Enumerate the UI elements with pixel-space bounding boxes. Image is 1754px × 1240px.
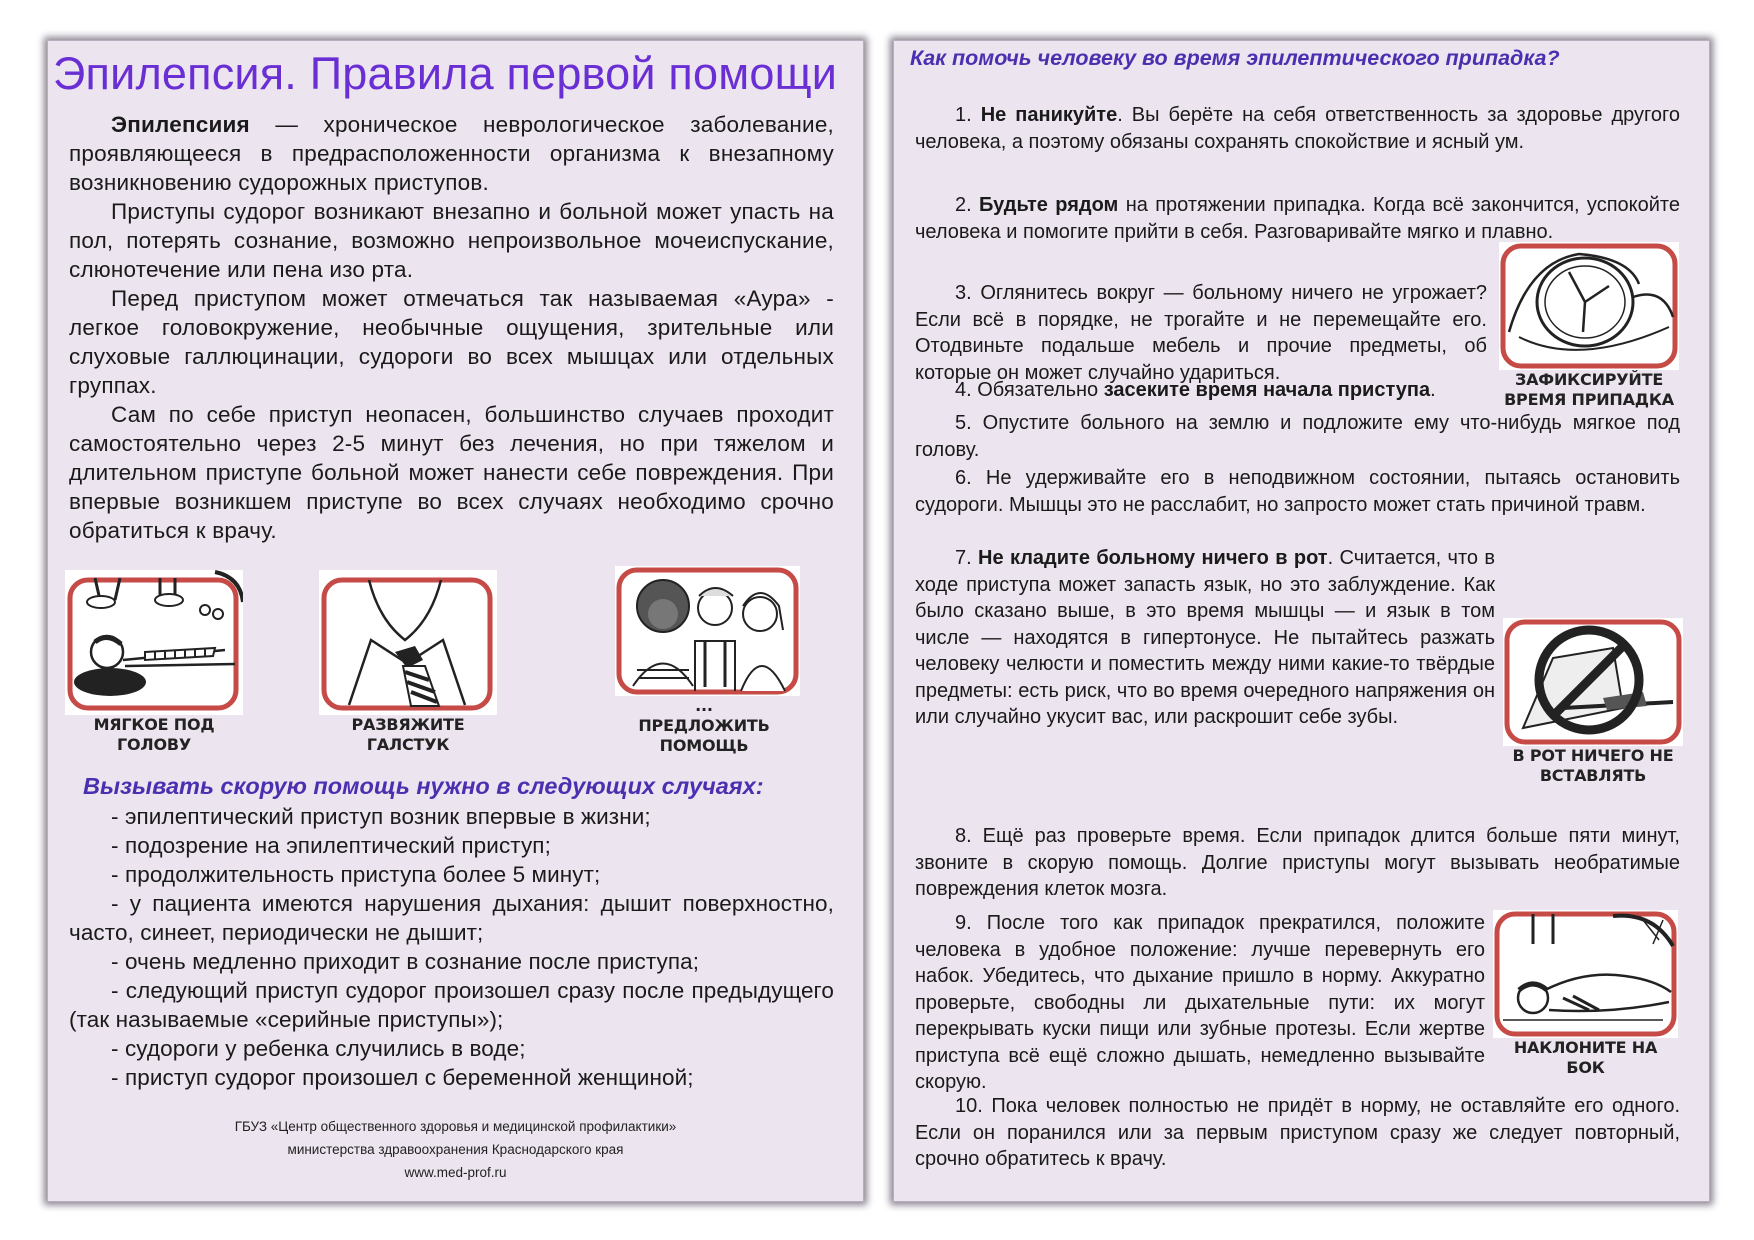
step-emphasis: Будьте рядом — [979, 194, 1119, 216]
step-text: Оглянитесь вокруг — больному ничего не угрожает? Если всё в порядке, не трогайте и не перемещайте его. Отодвиньте подальше мебель и прочие предметы, об которые он может случайно удариться. — [915, 282, 1487, 384]
step-number: 7. — [955, 547, 979, 569]
footer — [47, 1115, 864, 1184]
page-title: Эпилепсия. Правила первой помощи — [53, 48, 838, 99]
figure-turn-on-side-caption: НАКЛОНИТЕ НА БОК — [1513, 1038, 1658, 1077]
step-8 — [915, 823, 1680, 903]
figure-nothing-in-mouth-caption-line1: В РОТ НИЧЕГО НЕ — [1512, 746, 1674, 765]
ambulance-list — [69, 802, 834, 1092]
footer-site[interactable]: www.med-prof.ru — [404, 1165, 507, 1180]
step-number: 2. — [955, 194, 980, 216]
step-text: на протяжении припадка. Когда всё закончится, успокойте человека и помогите прийти в себя. Разговаривайте мягко и плавно. — [915, 194, 1680, 243]
intro-paragraph-3: Перед приступом может отмечаться так называемая «Аура» - легкое головокружение, необычные ощущения, зрительные или слуховые галлюцинации, судороги во всех мышцах или отдельных группах. — [69, 286, 834, 398]
figure-pillow — [65, 570, 265, 755]
step-text: Ещё раз проверьте время. Если припадок длится больше пяти минут, звоните в скорую помощь. Долгие приступы могут вызывать необратимые повреждения клеток мозга. — [915, 825, 1680, 900]
ambulance-section-title: Вызывать скорую помощь нужно в следующих случаях: — [83, 773, 764, 799]
step-9 — [915, 910, 1485, 1096]
step-number: 4. — [955, 379, 978, 401]
list-item: - приступ судорог произошел с беременной женщиной; — [111, 1065, 694, 1090]
intro-paragraph-2: Приступы судорог возникают внезапно и больной может упасть на пол, потерять сознание, возможно непроизвольное мочеиспускание, слюнотечение или пена изо рта. — [69, 199, 834, 282]
figure-tie-caption: РАЗВЯЖИТЕ ГАЛСТУК — [351, 715, 465, 754]
step-6 — [915, 465, 1680, 518]
figure-nothing-in-mouth — [1503, 618, 1688, 786]
step-number: 8. — [955, 825, 983, 847]
step-text: . Считается, что в ходе приступа может запасть язык, но это заблуждение. Как было сказано выше, в это время мышцы — и язык в том числе — находятся в гипертонусе. Не пытайтесь разжать человеку челюсти и поместить между ними какие-то твёрдые предметы: есть риск, что во время очередного напряжения он или случайно укусит вас, или раскрошит себе зубы. — [915, 547, 1495, 728]
list-item: - эпилептический приступ возник впервые в жизни; — [111, 804, 651, 829]
loosen-tie-icon — [319, 570, 519, 715]
pillow-under-head-icon — [65, 570, 265, 715]
step-text: Обязательно — [977, 379, 1104, 401]
right-page — [893, 40, 1710, 1202]
intro-term: Эпилепсиия — [111, 112, 250, 137]
step-emphasis: засеките время начала приступа — [1103, 379, 1431, 401]
step-number: 10. — [955, 1095, 992, 1117]
intro-paragraph-4: Сам по себе приступ неопасен, большинство случаев проходит самостоятельно через 2-5 минут без лечения, но при тяжелом и длительном приступе больной может нанести себе повреждения. При впервые возникшем приступе во всех случаях необходимо срочно обратиться к врачу. — [69, 402, 834, 543]
turn-on-side-icon — [1493, 910, 1688, 1038]
step-number: 6. — [955, 467, 986, 489]
watch-time-icon — [1499, 242, 1689, 370]
footer-org: ГБУЗ «Центр общественного здоровья и медицинской профилактики» — [234, 1119, 677, 1134]
step-number: 3. — [955, 282, 981, 304]
intro-text — [69, 110, 834, 545]
list-item: - очень медленно приходит в сознание после приступа; — [111, 949, 700, 974]
intro-paragraph-1-text: — хроническое неврологическое заболевание, проявляющееся в предрасположенности организма к внезапному возникновению судорожных приступов. — [69, 112, 834, 195]
list-item: - продолжительность приступа более 5 минут; — [111, 862, 601, 887]
step-2-start — [915, 192, 1680, 245]
intro-paragraph-1 — [69, 110, 834, 197]
list-item: - судороги у ребенка случились в воде; — [111, 1036, 526, 1061]
step-number: 9. — [955, 912, 987, 934]
step-5 — [915, 410, 1680, 463]
step-emphasis: Не паникуйте — [980, 104, 1118, 126]
step-text: . Вы берёте на себя ответственность за здоровье другого человека, а поэтому обязаны сохранять спокойствие и ясный ум. — [915, 104, 1680, 153]
figure-pillow-caption: МЯГКОЕ ПОД ГОЛОВУ — [93, 715, 215, 754]
list-item: - следующий приступ судорог произошел сразу после предыдущего (так называемые «серийные приступы»); — [69, 978, 834, 1032]
list-item: - подозрение на эпилептический приступ; — [111, 833, 551, 858]
step-4 — [915, 377, 1680, 404]
step-1 — [915, 102, 1680, 155]
list-item: - у пациента имеются нарушения дыхания: дышит поверхностно, часто, синеет, периодически не дышит; — [69, 891, 834, 945]
figure-nothing-in-mouth-caption-line2: ВСТАВЛЯТЬ — [1539, 766, 1647, 785]
figure-watch-caption-line1: ЗАФИКСИРУЙТЕ — [1514, 370, 1664, 389]
step-text: Не удерживайте его в неподвижном состоянии, пытаясь остановить судороги. Мышцы это не расслабит, но запросто может стать причиной травм. — [915, 467, 1680, 516]
figure-tie — [319, 570, 519, 755]
offer-help-icon — [615, 566, 803, 696]
step-number: 1. — [955, 104, 981, 126]
step-text: Опустите больного на землю и подложите ему что-нибудь мягкое под голову. — [915, 412, 1680, 461]
step-text: После того как припадок прекратился, положите человека в удобное положение: лучше перевернуть его набок. Убедитесь, что дыхание пришло в норму. Аккуратно проверьте, свободны ли дыхательные пути: их могут перекрывать куски пищи или зубные протезы. Если жертве приступа всё ещё сложно дышать, немедленно вызывайте скорую. — [915, 912, 1485, 1093]
left-page — [47, 40, 864, 1202]
step-7 — [915, 545, 1495, 731]
right-page-title: Как помочь человеку во время эпилептического припадка? — [910, 46, 1560, 70]
step-number: 5. — [955, 412, 983, 434]
nothing-in-mouth-icon — [1503, 618, 1688, 746]
figure-offer-help — [615, 566, 803, 756]
figure-turn-on-side — [1493, 910, 1688, 1078]
figure-offer-help-caption: ... ПРЕДЛОЖИТЬ ПОМОЩЬ — [638, 696, 770, 755]
step-10 — [915, 1093, 1680, 1173]
step-text: Пока человек полностью не придёт в норму, не оставляйте его одного. Если он поранился или за первым приступом сразу же следует повторный, срочно обратитесь к врачу. — [915, 1095, 1681, 1170]
step-3 — [915, 280, 1487, 386]
step-text: . — [1430, 379, 1436, 401]
footer-ministry: министерства здравоохранения Краснодарского края — [287, 1142, 624, 1157]
step-emphasis: Не кладите больному ничего в рот — [978, 547, 1328, 569]
figure-watch-caption-line2: ВРЕМЯ ПРИПАДКА — [1504, 390, 1674, 409]
